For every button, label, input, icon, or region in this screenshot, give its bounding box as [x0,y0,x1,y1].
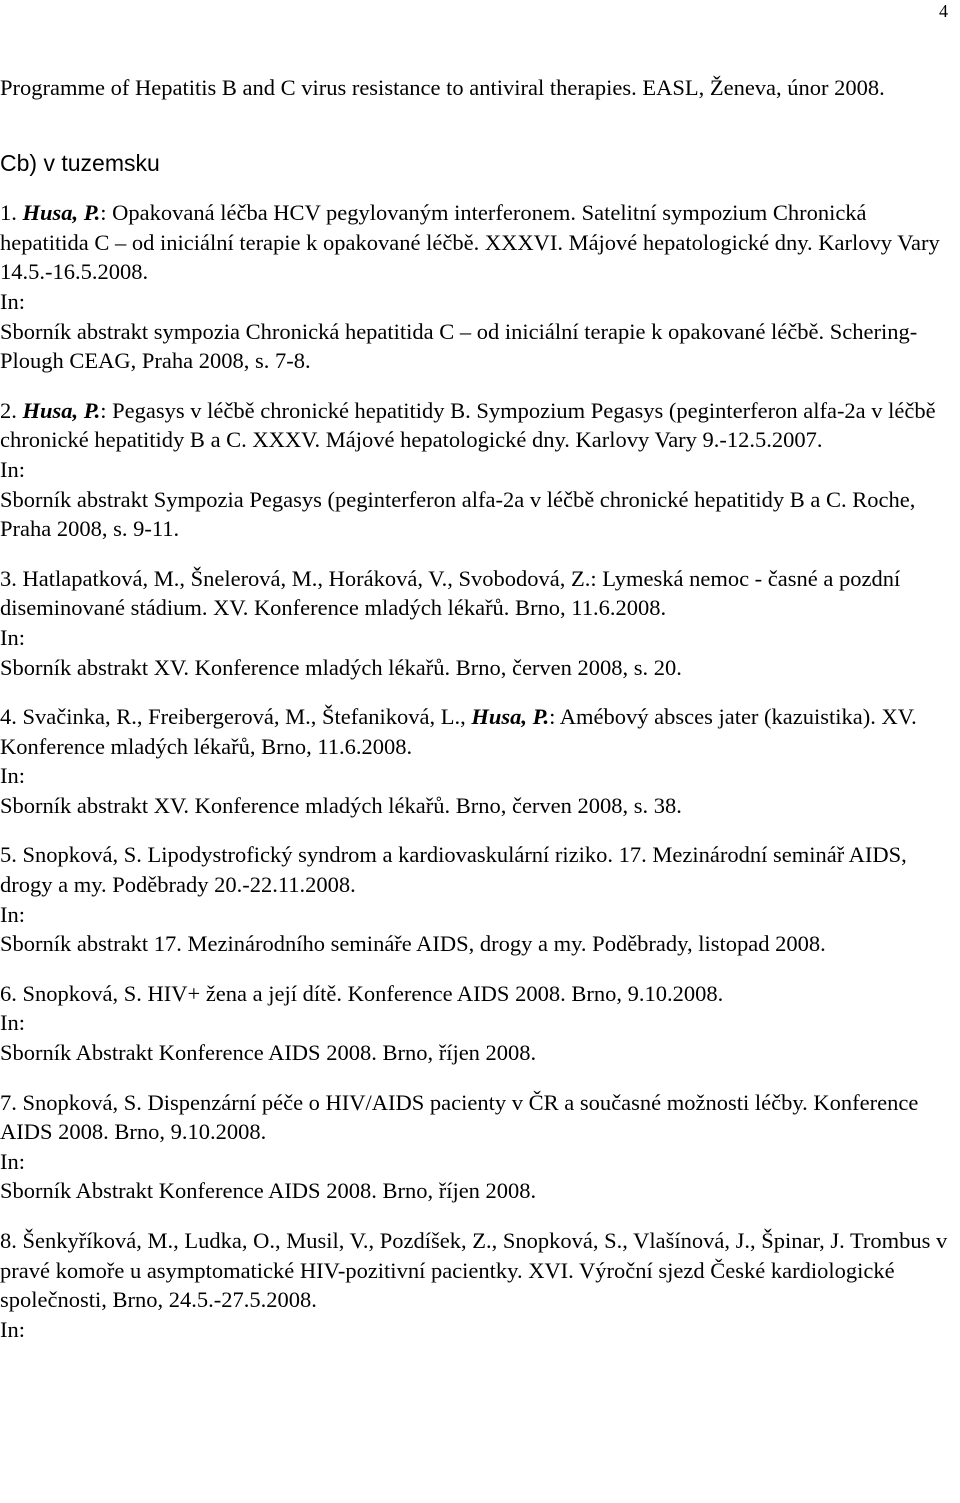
reference-author-highlight: Husa, P. [471,704,550,730]
reference-entry [0,198,958,376]
reference-authors: Snopková, S. [22,980,148,1006]
reference-in-label: In: [0,763,25,789]
reference-source: Sborník abstrakt Sympozia Pegasys (peginterferon alfa-2a v léčbě chronické hepatitidy B a C. Roche, Praha 2008, s. 9-11. [0,486,916,542]
reference-authors: Snopková, S. [22,842,148,868]
reference-entry [0,840,958,958]
reference-title: Pegasys v léčbě chronické hepatitidy B. Sympozium Pegasys (peginterferon alfa-2a v léčbě chronické hepatitidy B a C. XXXV. Májové hepatologické dny. Karlovy Vary 9.-12.5.2007. [0,397,936,453]
reference-title: Lymeská nemoc - časné a pozdní diseminované stádium. XV. Konference mladých lékařů. Brno, 11.6.2008. [0,565,901,621]
reference-in-label: In: [0,1010,25,1036]
reference-number: 8. [0,1228,23,1253]
reference-citation [0,396,958,455]
reference-source: Sborník abstrakt 17. Mezinárodního semináře AIDS, drogy a my. Poděbrady, listopad 2008. [0,931,826,957]
reference-citation [0,198,958,287]
reference-source: Sborník abstrakt XV. Konference mladých lékařů. Brno, červen 2008, s. 38. [0,792,682,818]
reference-separator: : [100,200,113,226]
reference-source: Sborník Abstrakt Konference AIDS 2008. Brno, říjen 2008. [0,1178,537,1204]
reference-number: 3. [0,565,23,591]
reference-in-label: In: [0,901,25,927]
reference-authors: Hatlapatková, M., Šnelerová, M., Horáková, V., Svobodová, Z.: [22,565,603,591]
reference-title: Amébový absces jater (kazuistika). XV. Konference mladých lékařů, Brno, 11.6.2008. [0,704,917,759]
reference-citation [0,1088,958,1147]
reference-title: Opakovaná léčba HCV pegylovaným interferonem. Satelitní sympozium Chronická hepatitida C – od iniciální terapie k opakované léčbě. XXXVI. Májové hepatologické dny. Karlovy Vary 14.5.-16.5.2008. [0,200,940,285]
reference-citation [0,979,958,1009]
reference-source: Sborník abstrakt XV. Konference mladých lékařů. Brno, červen 2008, s. 20. [0,654,682,680]
reference-authors: Svačinka, R., Freibergerová, M., Štefaniková, L., [22,704,472,730]
reference-in-label: In: [0,624,25,650]
reference-citation [0,702,958,761]
reference-in-label: In: [0,1148,25,1174]
reference-number: 6. [0,980,23,1006]
section-heading: Cb) v tuzemsku [0,149,160,176]
reference-authors: Šenkyříková, M., Ludka, O., Musil, V., Pozdíšek, Z., Snopková, S., Vlašínová, J., Špinar, J. [22,1228,850,1253]
reference-in-label: In: [0,1316,25,1342]
reference-entry [0,979,958,1068]
reference-citation [0,1226,958,1315]
document-body [0,73,958,1344]
reference-citation [0,840,958,899]
reference-entry [0,396,958,544]
page-number: 4 [939,1,948,21]
reference-author-highlight: Husa, P. [22,200,101,226]
reference-number: 1. [0,200,23,226]
reference-title: Trombus v pravé komoře u asymptomatické HIV-pozitivní pacientky. XVI. Výroční sjezd České kardiologické společnosti, Brno, 24.5.-27.5.2008. [0,1228,948,1313]
reference-number: 4. [0,704,23,730]
reference-entry [0,564,958,682]
reference-number: 5. [0,842,23,868]
reference-title: HIV+ žena a její dítě. Konference AIDS 2008. Brno, 9.10.2008. [147,980,724,1006]
reference-authors: Snopková, S. [22,1089,148,1115]
reference-title: Lipodystrofický syndrom a kardiovaskulární riziko. 17. Mezinárodní seminář AIDS, drogy a my. Poděbrady 20.-22.11.2008. [0,842,907,898]
intro-paragraph: Programme of Hepatitis B and C virus resistance to antiviral therapies. EASL, Ženeva, únor 2008. [0,75,885,100]
reference-entry [0,1088,958,1206]
reference-separator: : [549,704,560,730]
reference-source: Sborník Abstrakt Konference AIDS 2008. Brno, říjen 2008. [0,1040,537,1066]
reference-number: 7. [0,1089,23,1115]
reference-entry [0,1226,958,1344]
reference-in-label: In: [0,288,25,314]
reference-author-highlight: Husa, P. [22,397,101,423]
reference-citation [0,564,958,623]
reference-separator: : [100,397,113,423]
reference-source: Sborník abstrakt sympozia Chronická hepatitida C – od iniciální terapie k opakované léčbě. Schering-Plough CEAG, Praha 2008, s. 7-8. [0,318,918,374]
reference-entry [0,702,958,820]
reference-number: 2. [0,397,23,423]
reference-title: Dispenzární péče o HIV/AIDS pacienty v ČR a současné možnosti léčby. Konference AIDS 2008. Brno, 9.10.2008. [0,1089,919,1145]
reference-in-label: In: [0,456,25,482]
